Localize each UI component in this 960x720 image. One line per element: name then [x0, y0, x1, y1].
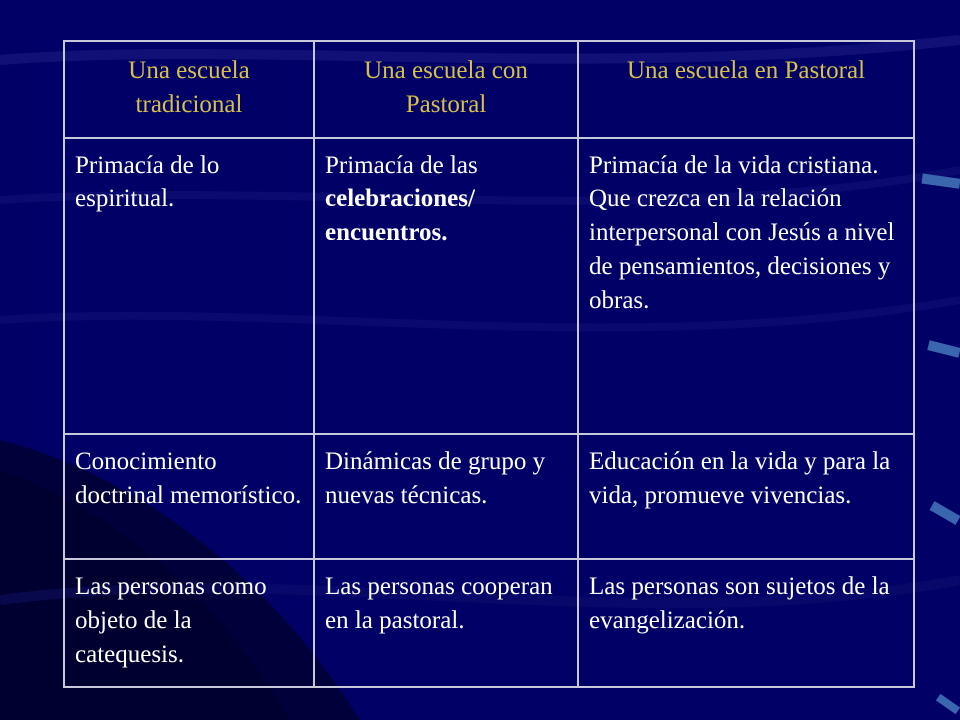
- comparison-table: [63, 40, 915, 688]
- cell-text: Primacía de las: [325, 151, 478, 179]
- header-cell: Una escuela tradicional: [64, 41, 314, 138]
- table-cell: Primacía de la vida cristiana. Que crezca en la relación interpersonal con Jesús a nivel de pensamientos, decisiones y obras.: [578, 138, 914, 435]
- table-cell: Las personas son sujetos de la evangelización.: [578, 559, 914, 687]
- table-cell: Conocimiento doctrinal memorístico.: [64, 434, 314, 559]
- table-cell: Dinámicas de grupo y nuevas técnicas.: [314, 434, 578, 559]
- table-cell: [314, 138, 578, 435]
- table-row: [64, 559, 914, 687]
- cell-text-bold: celebraciones/ encuentros.: [325, 185, 475, 247]
- table-cell: Educación en la vida y para la vida, promueve vivencias.: [578, 434, 914, 559]
- table-row: [64, 138, 914, 435]
- table-cell: Las personas como objeto de la catequesis.: [64, 559, 314, 687]
- table-cell: Las personas cooperan en la pastoral.: [314, 559, 578, 687]
- header-cell: Una escuela en Pastoral: [578, 41, 914, 138]
- header-row: [64, 41, 914, 138]
- table-cell: Primacía de lo espiritual.: [64, 138, 314, 435]
- header-cell: Una escuela con Pastoral: [314, 41, 578, 138]
- table-row: [64, 434, 914, 559]
